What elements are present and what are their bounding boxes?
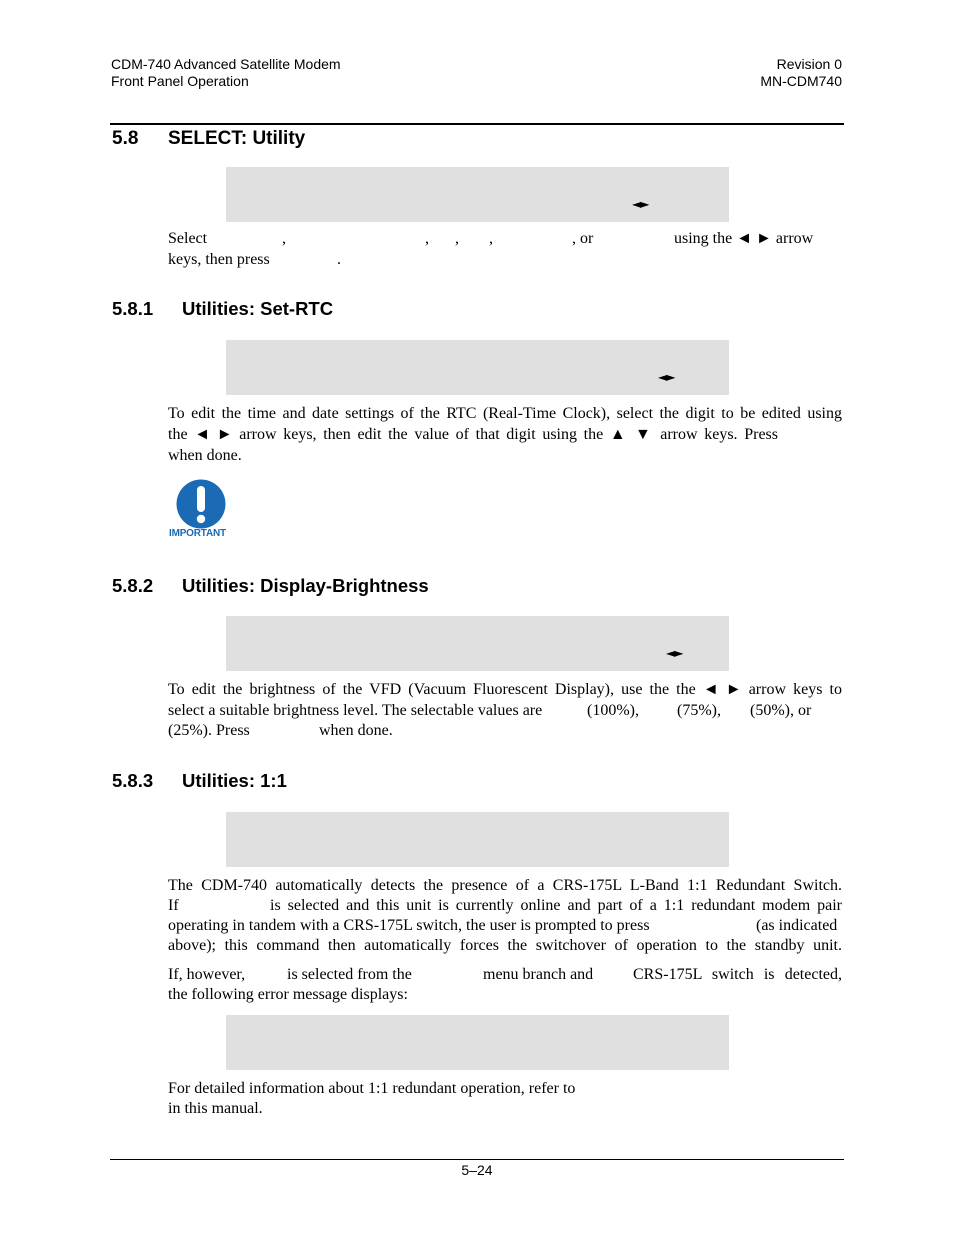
- lcd-display-set-rtc: [226, 340, 729, 395]
- section-number: 5.8.3: [112, 770, 154, 791]
- utility-para-or: , or: [572, 230, 594, 247]
- utility-para-comma: ,: [489, 230, 493, 247]
- brightness-para-done: when done.: [319, 722, 393, 739]
- redundancy-para1-line3-indicated: (as indicated: [756, 917, 838, 934]
- utility-para-arrow-keys: using the ◄ ► arrow: [674, 230, 814, 247]
- section-number: 5.8.2: [112, 575, 154, 596]
- utility-para-comma: ,: [282, 230, 286, 247]
- section-5-8-heading: [112, 128, 305, 150]
- redundancy-para1-line3: operating in tandem with a CRS-175L switch, the user is prompted to press: [168, 917, 650, 934]
- section-number: 5.8.1: [112, 298, 154, 319]
- redundancy-para2-however: If, however,: [168, 966, 246, 983]
- lcd-display-1to1: [226, 812, 729, 867]
- section-title: Utilities: Set-RTC: [182, 298, 334, 319]
- set-rtc-para-line1: To edit the time and date settings of the RTC (Real-Time Clock), select the digit to be edited using: [168, 405, 842, 422]
- header-chapter: Front Panel Operation: [111, 73, 249, 89]
- brightness-value-50: (50%), or: [750, 702, 812, 719]
- redundancy-para1-line4: above); this command then automatically forces the switchover of operation to the standby unit.: [168, 937, 842, 954]
- section-5-8-3-heading: [112, 770, 287, 792]
- redundancy-para1-line2: is selected and this unit is currently online and part of a 1:1 redundant modem pair: [270, 897, 842, 914]
- redundancy-para1-line2-if: If: [168, 897, 179, 914]
- set-rtc-para-line3: when done.: [168, 447, 242, 464]
- utility-para-line2: keys, then press: [168, 251, 270, 268]
- lcd-display-error-message: [226, 1015, 729, 1070]
- utility-para-comma: ,: [455, 230, 459, 247]
- header-doc-title: CDM-740 Advanced Satellite Modem: [111, 56, 341, 72]
- lcd-display-utility: [226, 167, 729, 222]
- redundancy-para1-line1: The CDM-740 automatically detects the presence of a CRS-175L L-Band 1:1 Redundant Switch.: [168, 877, 842, 894]
- brightness-para-line2: select a suitable brightness level. The selectable values are: [168, 702, 543, 719]
- section-title: Utilities: Display-Brightness: [182, 575, 429, 596]
- section-title: Utilities: 1:1: [182, 770, 287, 791]
- utility-para-comma: ,: [425, 230, 429, 247]
- utility-para-line1-select: Select: [168, 230, 208, 247]
- section-number: 5.8: [112, 128, 139, 149]
- left-right-arrows-icon: ◄►: [658, 370, 675, 384]
- redundancy-para2-branch: menu branch and: [483, 966, 594, 983]
- left-right-arrows-icon: ◄►: [632, 197, 649, 211]
- brightness-value-75: (75%),: [677, 702, 721, 719]
- redundancy-para2-selected: is selected from the: [287, 966, 412, 983]
- lcd-display-brightness: [226, 616, 729, 671]
- brightness-value-25: (25%). Press: [168, 722, 250, 739]
- header-manual-number: MN-CDM740: [760, 73, 842, 89]
- page-number: 5–24: [461, 1162, 493, 1178]
- header-rule: [110, 123, 844, 125]
- redundancy-para2-detected: CRS-175L switch is detected,: [633, 966, 842, 983]
- set-rtc-para-line2: the ◄ ► arrow keys, then edit the value of that digit using the ▲ ▼ arrow keys. Press: [168, 426, 778, 443]
- brightness-para-line1: To edit the brightness of the VFD (Vacuum Fluorescent Display), use the the ◄ ► arrow keys to: [168, 681, 842, 698]
- section-5-8-1-heading: [112, 298, 333, 320]
- section-5-8-2-heading: [112, 575, 429, 597]
- left-right-arrows-icon: ◄►: [666, 646, 683, 660]
- section-title: SELECT: Utility: [168, 128, 306, 149]
- brightness-value-100: (100%),: [587, 702, 639, 719]
- utility-para-period: .: [337, 251, 341, 268]
- redundancy-para2-line2: the following error message displays:: [168, 986, 408, 1003]
- important-label: IMPORTANT: [169, 528, 226, 539]
- important-notice: [167, 479, 237, 541]
- redundancy-para3-line2: in this manual.: [168, 1100, 263, 1117]
- redundancy-para3-line1: For detailed information about 1:1 redundant operation, refer to: [168, 1080, 576, 1097]
- footer-rule: [110, 1159, 844, 1160]
- header-revision: Revision 0: [776, 56, 842, 72]
